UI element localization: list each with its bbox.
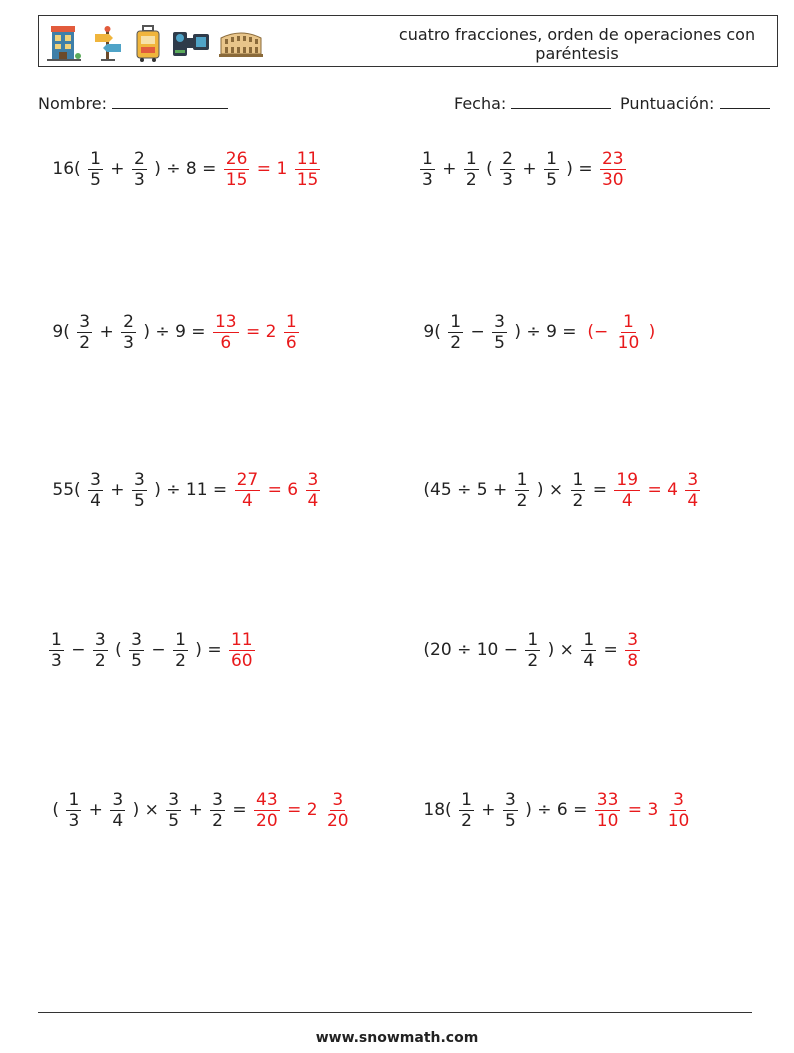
numerator: 3 bbox=[212, 789, 223, 810]
numerator: 2 bbox=[502, 148, 513, 169]
expression-text: ( bbox=[109, 640, 128, 660]
answer-fraction bbox=[213, 312, 239, 353]
fraction bbox=[93, 630, 108, 671]
denominator: 2 bbox=[175, 650, 186, 671]
numerator: 27 bbox=[236, 469, 259, 490]
problem-3 bbox=[47, 302, 301, 362]
denominator: 5 bbox=[133, 490, 145, 511]
denominator: 6 bbox=[285, 332, 297, 353]
name-blank bbox=[112, 93, 228, 109]
numerator: 1 bbox=[175, 629, 186, 650]
answer-fraction bbox=[616, 312, 642, 353]
denominator: 4 bbox=[583, 650, 595, 671]
expression-text: + bbox=[517, 159, 543, 179]
fraction bbox=[132, 470, 147, 511]
answer-text: = 4 bbox=[642, 480, 684, 500]
expression-text: (45 ÷ 5 + bbox=[418, 480, 513, 500]
denominator: 3 bbox=[51, 650, 62, 671]
denominator: 10 bbox=[596, 810, 619, 831]
answer-fraction bbox=[600, 149, 626, 190]
fraction bbox=[210, 790, 225, 831]
answer-fraction bbox=[595, 790, 621, 831]
answer-fraction bbox=[614, 470, 640, 511]
expression-text: + bbox=[475, 800, 501, 820]
answer-text: = 6 bbox=[262, 480, 304, 500]
denominator: 5 bbox=[168, 810, 180, 831]
numerator: 3 bbox=[133, 469, 145, 490]
expression-text: ) × bbox=[542, 640, 580, 660]
answer-text: ) bbox=[643, 322, 661, 342]
answer-fraction bbox=[235, 470, 261, 511]
problem-9 bbox=[47, 780, 353, 840]
numerator: 3 bbox=[94, 629, 106, 650]
expression-text: = bbox=[587, 480, 613, 500]
answer-text: = 2 bbox=[240, 322, 282, 342]
fraction bbox=[571, 470, 586, 511]
worksheet-title: cuatro fracciones, orden de operaciones con paréntesis bbox=[398, 25, 756, 63]
answer-text: (− bbox=[581, 322, 614, 342]
denominator: 20 bbox=[326, 810, 349, 831]
numerator: 11 bbox=[230, 629, 253, 650]
expression-text: ) ÷ 9 = bbox=[137, 322, 211, 342]
fraction bbox=[500, 149, 515, 190]
denominator: 5 bbox=[546, 169, 557, 190]
fraction bbox=[581, 630, 596, 671]
footer-divider bbox=[38, 1012, 752, 1013]
numerator: 13 bbox=[214, 311, 237, 332]
numerator: 3 bbox=[332, 789, 344, 810]
numerator: 3 bbox=[90, 469, 101, 490]
denominator: 5 bbox=[131, 650, 142, 671]
numerator: 1 bbox=[465, 148, 477, 169]
expression-text: ( bbox=[47, 800, 65, 820]
fraction bbox=[420, 149, 435, 190]
answer-fraction bbox=[284, 312, 299, 353]
denominator: 4 bbox=[307, 490, 319, 511]
fraction bbox=[110, 790, 125, 831]
denominator: 3 bbox=[133, 169, 145, 190]
denominator: 15 bbox=[296, 169, 319, 190]
expression-text: + bbox=[83, 800, 109, 820]
suitcase-icon bbox=[133, 24, 163, 62]
answer-text: = 1 bbox=[251, 159, 293, 179]
answer-fraction bbox=[229, 630, 255, 671]
numerator: 33 bbox=[596, 789, 619, 810]
expression-text: ) = bbox=[189, 640, 227, 660]
fraction bbox=[515, 470, 530, 511]
expression-text: + bbox=[94, 322, 120, 342]
answer-fraction bbox=[306, 470, 321, 511]
worksheet-header bbox=[38, 15, 778, 67]
denominator: 2 bbox=[94, 650, 106, 671]
numerator: 1 bbox=[68, 789, 80, 810]
denominator: 2 bbox=[516, 490, 528, 511]
numerator: 1 bbox=[623, 311, 634, 332]
fraction bbox=[132, 149, 147, 190]
building-icon bbox=[45, 24, 83, 62]
answer-fraction bbox=[254, 790, 280, 831]
name-field bbox=[38, 93, 228, 113]
denominator: 5 bbox=[504, 810, 516, 831]
expression-text: ) ÷ 9 = bbox=[508, 322, 582, 342]
denominator: 20 bbox=[256, 810, 278, 831]
denominator: 4 bbox=[90, 490, 101, 511]
denominator: 5 bbox=[90, 169, 101, 190]
expression-text: (20 ÷ 10 − bbox=[418, 640, 524, 660]
fraction bbox=[88, 149, 103, 190]
denominator: 8 bbox=[627, 650, 639, 671]
denominator: 2 bbox=[572, 490, 584, 511]
score-blank bbox=[720, 93, 770, 109]
numerator: 1 bbox=[450, 311, 462, 332]
date-label: Fecha: bbox=[454, 94, 507, 113]
problem-6 bbox=[418, 460, 702, 520]
expression-text: 18( bbox=[418, 800, 458, 820]
answer-fraction bbox=[666, 790, 692, 831]
problem-5 bbox=[47, 460, 322, 520]
denominator: 4 bbox=[687, 490, 699, 511]
fraction bbox=[459, 790, 474, 831]
denominator: 4 bbox=[621, 490, 633, 511]
date-field bbox=[454, 93, 611, 113]
problem-8 bbox=[418, 620, 642, 680]
denominator: 2 bbox=[79, 332, 91, 353]
denominator: 3 bbox=[422, 169, 433, 190]
numerator: 3 bbox=[494, 311, 505, 332]
denominator: 2 bbox=[461, 810, 472, 831]
denominator: 15 bbox=[225, 169, 248, 190]
answer-text: = 3 bbox=[622, 800, 664, 820]
fraction bbox=[173, 630, 188, 671]
fraction bbox=[448, 312, 463, 353]
numerator: 1 bbox=[422, 148, 433, 169]
numerator: 3 bbox=[79, 311, 91, 332]
fraction bbox=[66, 790, 81, 831]
fraction bbox=[544, 149, 559, 190]
colosseum-icon bbox=[219, 24, 263, 62]
denominator: 4 bbox=[112, 810, 124, 831]
answer-text: = 2 bbox=[281, 800, 323, 820]
denominator: 2 bbox=[465, 169, 477, 190]
score-label: Puntuación: bbox=[620, 94, 715, 113]
numerator: 3 bbox=[168, 789, 180, 810]
numerator: 3 bbox=[627, 629, 639, 650]
fraction bbox=[129, 630, 144, 671]
numerator: 1 bbox=[285, 311, 297, 332]
denominator: 2 bbox=[212, 810, 223, 831]
camcorder-icon bbox=[171, 24, 211, 62]
answer-fraction bbox=[625, 630, 640, 671]
numerator: 3 bbox=[307, 469, 319, 490]
expression-text: 16( bbox=[47, 159, 87, 179]
denominator: 6 bbox=[220, 332, 232, 353]
numerator: 3 bbox=[112, 789, 124, 810]
numerator: 1 bbox=[527, 629, 539, 650]
date-blank bbox=[511, 93, 611, 109]
numerator: 3 bbox=[673, 789, 684, 810]
denominator: 2 bbox=[527, 650, 539, 671]
denominator: 60 bbox=[230, 650, 253, 671]
problem-4 bbox=[418, 302, 661, 362]
numerator: 3 bbox=[131, 629, 142, 650]
denominator: 3 bbox=[123, 332, 134, 353]
footer-website: www.snowmath.com bbox=[315, 1030, 479, 1046]
numerator: 26 bbox=[225, 148, 248, 169]
expression-text: − bbox=[65, 640, 91, 660]
expression-text: = bbox=[598, 640, 624, 660]
answer-fraction bbox=[325, 790, 351, 831]
expression-text: 55( bbox=[47, 480, 87, 500]
expression-text: ) × bbox=[127, 800, 165, 820]
score-field bbox=[620, 93, 770, 113]
denominator: 2 bbox=[450, 332, 462, 353]
expression-text: − bbox=[465, 322, 491, 342]
fraction bbox=[525, 630, 540, 671]
numerator: 43 bbox=[256, 789, 278, 810]
problem-2 bbox=[418, 139, 628, 199]
numerator: 1 bbox=[51, 629, 62, 650]
fraction bbox=[88, 470, 103, 511]
fraction bbox=[503, 790, 518, 831]
fraction bbox=[166, 790, 181, 831]
numerator: 2 bbox=[133, 148, 145, 169]
denominator: 4 bbox=[241, 490, 253, 511]
numerator: 2 bbox=[123, 311, 134, 332]
fraction bbox=[77, 312, 92, 353]
numerator: 1 bbox=[583, 629, 595, 650]
denominator: 3 bbox=[68, 810, 80, 831]
name-label: Nombre: bbox=[38, 94, 107, 113]
fraction bbox=[492, 312, 507, 353]
expression-text: + bbox=[436, 159, 462, 179]
numerator: 1 bbox=[546, 148, 557, 169]
numerator: 3 bbox=[504, 789, 516, 810]
numerator: 1 bbox=[572, 469, 584, 490]
expression-text: ) ÷ 6 = bbox=[519, 800, 593, 820]
problem-1 bbox=[47, 139, 322, 199]
answer-fraction bbox=[685, 470, 700, 511]
denominator: 5 bbox=[494, 332, 505, 353]
numerator: 1 bbox=[516, 469, 528, 490]
answer-fraction bbox=[295, 149, 321, 190]
expression-text: − bbox=[146, 640, 172, 660]
numerator: 3 bbox=[687, 469, 699, 490]
numerator: 1 bbox=[461, 789, 472, 810]
numerator: 11 bbox=[296, 148, 319, 169]
denominator: 3 bbox=[502, 169, 513, 190]
expression-text: ) × bbox=[531, 480, 569, 500]
header-icons bbox=[45, 22, 263, 62]
answer-fraction bbox=[224, 149, 250, 190]
expression-text: 9( bbox=[418, 322, 447, 342]
expression-text: = bbox=[226, 800, 253, 820]
denominator: 10 bbox=[617, 332, 640, 353]
fraction bbox=[121, 312, 136, 353]
fraction bbox=[49, 630, 64, 671]
expression-text: + bbox=[104, 159, 130, 179]
numerator: 23 bbox=[601, 148, 624, 169]
expression-text: ) = bbox=[560, 159, 598, 179]
expression-text: 9( bbox=[47, 322, 76, 342]
numerator: 1 bbox=[90, 148, 101, 169]
expression-text: ) ÷ 11 = bbox=[148, 480, 233, 500]
fraction bbox=[464, 149, 479, 190]
problem-10 bbox=[418, 780, 693, 840]
signpost-icon bbox=[91, 24, 125, 62]
expression-text: + bbox=[104, 480, 130, 500]
expression-text: + bbox=[183, 800, 209, 820]
denominator: 10 bbox=[667, 810, 690, 831]
denominator: 30 bbox=[601, 169, 624, 190]
expression-text: ( bbox=[480, 159, 499, 179]
problem-7 bbox=[47, 620, 257, 680]
numerator: 19 bbox=[616, 469, 639, 490]
expression-text: ) ÷ 8 = bbox=[148, 159, 222, 179]
